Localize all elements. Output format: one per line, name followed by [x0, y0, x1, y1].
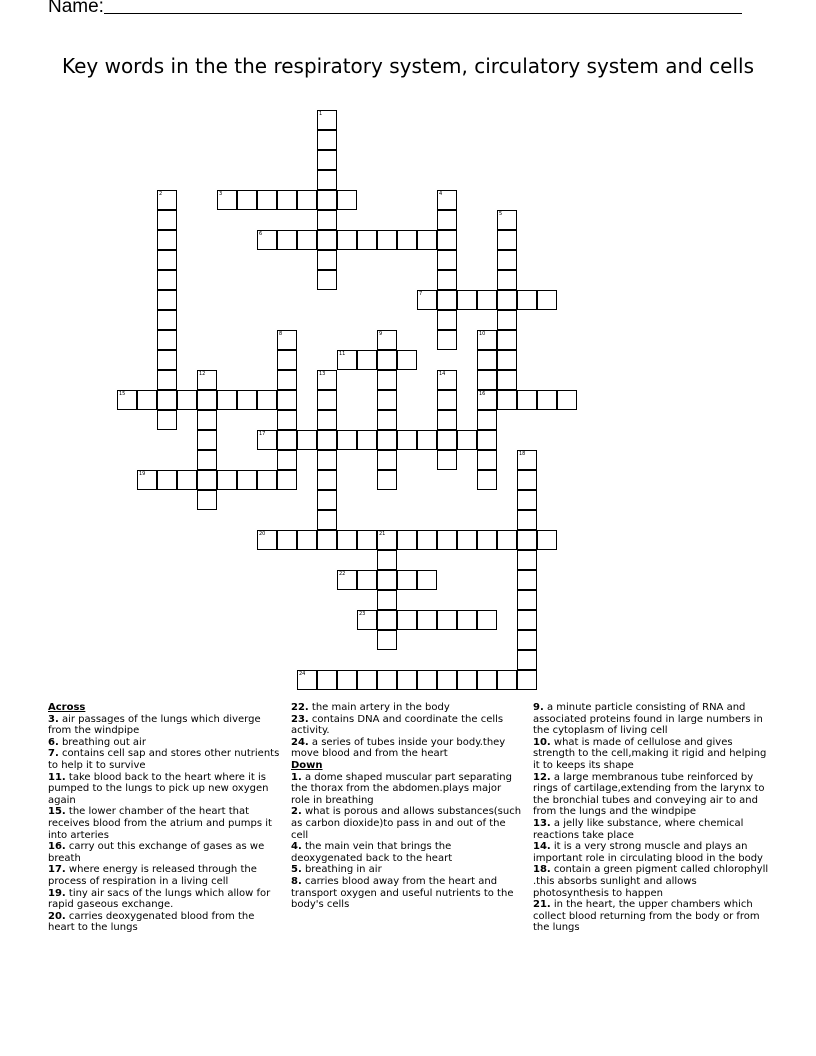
crossword-cell[interactable]	[197, 430, 217, 450]
crossword-cell[interactable]	[417, 570, 437, 590]
crossword-cell[interactable]	[157, 350, 177, 370]
crossword-cell[interactable]	[477, 450, 497, 470]
down-clue-12: 12. a large membranous tube reinforced by rings of cartilage,extending from the larynx to the bronchial tubes and conveying air to and from the lungs and the windpipe	[533, 771, 765, 818]
crossword-cell[interactable]	[277, 390, 297, 410]
crossword-cell[interactable]	[177, 390, 197, 410]
crossword-cell[interactable]	[157, 330, 177, 350]
crossword-cell[interactable]	[337, 670, 357, 690]
crossword-cell[interactable]	[317, 390, 337, 410]
across-clue-16: 16. carry out this exchange of gases as we breath	[48, 841, 265, 864]
crossword-cell[interactable]	[457, 610, 477, 630]
crossword-cell[interactable]	[517, 450, 537, 470]
crossword-cell[interactable]	[157, 310, 177, 330]
crossword-cell[interactable]	[437, 670, 457, 690]
crossword-cell[interactable]	[417, 670, 437, 690]
crossword-cell[interactable]	[237, 190, 257, 210]
down-clue-5: 5. breathing in air	[291, 864, 382, 876]
crossword-cell[interactable]	[317, 230, 337, 250]
crossword-cell[interactable]	[497, 330, 517, 350]
crossword-cell[interactable]	[277, 470, 297, 490]
clue-number: 10	[479, 331, 486, 337]
crossword-cell[interactable]	[117, 390, 137, 410]
crossword-cell[interactable]	[217, 190, 237, 210]
crossword-cell[interactable]	[377, 550, 397, 570]
crossword-cell[interactable]	[517, 630, 537, 650]
crossword-cell[interactable]	[517, 390, 537, 410]
clues-column-2	[291, 702, 523, 911]
clue-number: 14	[439, 371, 446, 377]
crossword-cell[interactable]	[157, 270, 177, 290]
crossword-cell[interactable]	[317, 110, 337, 130]
crossword-cell[interactable]	[217, 470, 237, 490]
crossword-cell[interactable]	[277, 190, 297, 210]
crossword-cell[interactable]	[497, 250, 517, 270]
crossword-cell[interactable]	[417, 610, 437, 630]
crossword-cell[interactable]	[237, 470, 257, 490]
crossword-cell[interactable]	[197, 410, 217, 430]
down-clue-18: 18. contain a green pigment called chlorophyll .this absorbs sunlight and allows photosynthesis to happen	[533, 864, 769, 899]
crossword-cell[interactable]	[417, 230, 437, 250]
crossword-cell[interactable]	[377, 230, 397, 250]
crossword-cell[interactable]	[277, 350, 297, 370]
crossword-cell[interactable]	[197, 470, 217, 490]
crossword-cell[interactable]	[277, 530, 297, 550]
crossword-cell[interactable]	[377, 470, 397, 490]
crossword-cell[interactable]	[317, 270, 337, 290]
crossword-cell[interactable]	[437, 610, 457, 630]
crossword-cell[interactable]	[317, 530, 337, 550]
down-clue-14: 14. it is a very strong muscle and plays an important role in circulating blood in the body	[533, 841, 763, 864]
across-clue-3: 3. air passages of the lungs which diverge from the windpipe	[48, 713, 261, 737]
across-clue-19: 19. tiny air sacs of the lungs which allow for rapid gaseous exchange.	[48, 887, 271, 911]
crossword-cell[interactable]	[537, 290, 557, 310]
crossword-cell[interactable]	[377, 330, 397, 350]
crossword-cell[interactable]	[337, 190, 357, 210]
crossword-cell[interactable]	[437, 190, 457, 210]
clue-number: 18	[519, 451, 526, 457]
crossword-cell[interactable]	[317, 250, 337, 270]
crossword-cell[interactable]	[457, 530, 477, 550]
crossword-cell[interactable]	[397, 570, 417, 590]
clue-number: 23	[359, 611, 366, 617]
crossword-cell[interactable]	[137, 390, 157, 410]
crossword-cell[interactable]	[217, 390, 237, 410]
crossword-cell[interactable]	[317, 490, 337, 510]
down-clue-13: 13. a jelly like substance, where chemical reactions take place	[533, 817, 744, 841]
crossword-cell[interactable]	[277, 330, 297, 350]
clue-number: 3	[219, 191, 223, 197]
crossword-cell[interactable]	[317, 410, 337, 430]
clue-number: 16	[479, 391, 486, 397]
crossword-cell[interactable]	[317, 130, 337, 150]
crossword-cell[interactable]	[317, 430, 337, 450]
across-clue-24: 24. a series of tubes inside your body.they move blood and from the heart	[291, 736, 506, 760]
crossword-cell[interactable]	[277, 230, 297, 250]
crossword-cell[interactable]	[437, 230, 457, 250]
crossword-cell[interactable]	[157, 250, 177, 270]
crossword-cell[interactable]	[497, 210, 517, 230]
crossword-cell[interactable]	[437, 390, 457, 410]
crossword-cell[interactable]	[157, 290, 177, 310]
crossword-cell[interactable]	[277, 370, 297, 390]
across-heading: Across	[48, 702, 86, 713]
crossword-cell[interactable]	[157, 230, 177, 250]
crossword-cell[interactable]	[377, 610, 397, 630]
crossword-cell[interactable]	[337, 350, 357, 370]
crossword-cell[interactable]	[517, 510, 537, 530]
crossword-cell[interactable]	[437, 370, 457, 390]
crossword-cell[interactable]	[517, 650, 537, 670]
crossword-cell[interactable]	[337, 570, 357, 590]
crossword-cell[interactable]	[477, 610, 497, 630]
crossword-cell[interactable]	[497, 310, 517, 330]
clue-number: 19	[139, 471, 146, 477]
crossword-cell[interactable]	[297, 430, 317, 450]
across-clue-15: 15. the lower chamber of the heart that receives blood from the atrium and pumps it into arteries	[48, 806, 272, 841]
crossword-cell[interactable]	[377, 590, 397, 610]
crossword-cell[interactable]	[377, 450, 397, 470]
crossword-cell[interactable]	[317, 510, 337, 530]
clue-number: 6	[259, 231, 263, 237]
crossword-cell[interactable]	[517, 530, 537, 550]
crossword-cell[interactable]	[257, 230, 277, 250]
clue-number: 8	[279, 331, 283, 337]
clues-column-3	[533, 702, 769, 934]
crossword-cell[interactable]	[317, 210, 337, 230]
crossword-cell[interactable]	[477, 290, 497, 310]
across-clue-11: 11. take blood back to the heart where it is pumped to the lungs to pick up new oxygen again	[48, 771, 269, 806]
clue-number: 5	[499, 211, 503, 217]
crossword-cell[interactable]	[397, 530, 417, 550]
crossword-cell[interactable]	[317, 150, 337, 170]
crossword-cell[interactable]	[377, 430, 397, 450]
clues-column-1	[48, 702, 280, 934]
crossword-cell[interactable]	[297, 230, 317, 250]
crossword-cell[interactable]	[197, 370, 217, 390]
down-clue-8: 8. carries blood away from the heart and transport oxygen and useful nutrients to the body's cells	[291, 875, 514, 911]
clue-number: 9	[379, 331, 383, 337]
crossword-cell[interactable]	[477, 370, 497, 390]
clue-number: 1	[319, 111, 323, 117]
crossword-cell[interactable]	[157, 410, 177, 430]
crossword-cell[interactable]	[437, 330, 457, 350]
crossword-cell[interactable]	[357, 530, 377, 550]
crossword-cell[interactable]	[437, 410, 457, 430]
down-clue-9: 9. a minute particle consisting of RNA and associated proteins found in large numbers in the cytoplasm of living cell	[533, 702, 763, 737]
crossword-cell[interactable]	[417, 430, 437, 450]
crossword-cell[interactable]	[497, 230, 517, 250]
crossword-cell[interactable]	[317, 170, 337, 190]
crossword-cell[interactable]	[557, 390, 577, 410]
crossword-cell[interactable]	[497, 270, 517, 290]
down-clue-21: 21. in the heart, the upper chambers which collect blood returning from the body or from the lungs	[533, 899, 760, 934]
crossword-cell[interactable]	[497, 290, 517, 310]
crossword-cell[interactable]	[517, 490, 537, 510]
across-clue-22: 22. the main artery in the body	[291, 702, 450, 713]
crossword-cell[interactable]	[297, 670, 317, 690]
crossword-cell[interactable]	[157, 190, 177, 210]
down-clue-1: 1. a dome shaped muscular part separating the thorax from the abdomen.plays major role in breathing	[291, 771, 512, 806]
crossword-cell[interactable]	[357, 350, 377, 370]
crossword-cell[interactable]	[497, 370, 517, 390]
crossword-cell[interactable]	[197, 390, 217, 410]
crossword-cell[interactable]	[397, 610, 417, 630]
crossword-cell[interactable]	[377, 350, 397, 370]
crossword-cell[interactable]	[377, 630, 397, 650]
crossword-cell[interactable]	[437, 210, 457, 230]
crossword-cell[interactable]	[477, 530, 497, 550]
crossword-cell[interactable]	[517, 590, 537, 610]
crossword-cell[interactable]	[537, 390, 557, 410]
crossword-cell[interactable]	[437, 530, 457, 550]
crossword-cell[interactable]	[517, 670, 537, 690]
crossword-cell[interactable]	[157, 370, 177, 390]
crossword-cell[interactable]	[297, 190, 317, 210]
crossword-cell[interactable]	[157, 390, 177, 410]
crossword-cell[interactable]	[377, 670, 397, 690]
crossword-cell[interactable]	[277, 430, 297, 450]
down-clue-2: 2. what is porous and allows substances(such as carbon dioxide)to pass in and out of the cell	[291, 806, 522, 841]
crossword-cell[interactable]	[417, 530, 437, 550]
crossword-cell[interactable]	[357, 570, 377, 590]
crossword-cell[interactable]	[317, 370, 337, 390]
crossword-cell[interactable]	[477, 470, 497, 490]
crossword-cell[interactable]	[397, 230, 417, 250]
clue-number: 2	[159, 191, 163, 197]
crossword-cell[interactable]	[337, 530, 357, 550]
crossword-cell[interactable]	[497, 350, 517, 370]
crossword-cell[interactable]	[437, 250, 457, 270]
crossword-cell[interactable]	[377, 530, 397, 550]
clue-number: 22	[339, 571, 346, 577]
crossword-cell[interactable]	[437, 270, 457, 290]
clue-number: 13	[319, 371, 326, 377]
clue-number: 4	[439, 191, 443, 197]
crossword-cell[interactable]	[477, 430, 497, 450]
crossword-cell[interactable]	[477, 350, 497, 370]
crossword-cell[interactable]	[257, 190, 277, 210]
crossword-cell[interactable]	[177, 470, 197, 490]
crossword-cell[interactable]	[357, 610, 377, 630]
crossword-cell[interactable]	[377, 570, 397, 590]
crossword-cell[interactable]	[357, 670, 377, 690]
crossword-cell[interactable]	[437, 430, 457, 450]
crossword-cell[interactable]	[197, 490, 217, 510]
crossword-cell[interactable]	[357, 430, 377, 450]
crossword-cell[interactable]	[397, 350, 417, 370]
crossword-cell[interactable]	[517, 550, 537, 570]
crossword-cell[interactable]	[337, 430, 357, 450]
crossword-cell[interactable]	[477, 390, 497, 410]
crossword-cell[interactable]	[397, 670, 417, 690]
crossword-cell[interactable]	[497, 670, 517, 690]
clue-number: 17	[259, 431, 266, 437]
crossword-cell[interactable]	[317, 670, 337, 690]
crossword-cell[interactable]	[517, 570, 537, 590]
clue-number: 24	[299, 671, 306, 677]
crossword-cell[interactable]	[497, 390, 517, 410]
crossword-cell[interactable]	[477, 410, 497, 430]
down-clue-10: 10. what is made of cellulose and gives strength to the cell,making it rigid and helping it to keeps its shape	[533, 736, 767, 771]
crossword-cell[interactable]	[497, 530, 517, 550]
across-clue-17: 17. where energy is released through the process of respiration in a living cell	[48, 864, 257, 887]
crossword-cell[interactable]	[257, 430, 277, 450]
crossword-cell[interactable]	[377, 390, 397, 410]
crossword-cell[interactable]	[437, 450, 457, 470]
clue-number: 15	[119, 391, 126, 397]
across-clue-7: 7. contains cell sap and stores other nutrients to help it to survive	[48, 748, 280, 771]
crossword-cell[interactable]	[437, 310, 457, 330]
crossword-cell[interactable]	[517, 610, 537, 630]
crossword-cell[interactable]	[317, 190, 337, 210]
clue-number: 11	[339, 351, 346, 357]
clue-number: 21	[379, 531, 386, 537]
crossword-cell[interactable]	[437, 290, 457, 310]
crossword-cell[interactable]	[477, 330, 497, 350]
across-clue-6: 6. breathing out air	[48, 736, 146, 748]
crossword-cell[interactable]	[317, 450, 337, 470]
name-label: Name:	[48, 0, 104, 17]
crossword-cell[interactable]	[257, 470, 277, 490]
crossword-cell[interactable]	[457, 670, 477, 690]
clue-number: 12	[199, 371, 206, 377]
crossword-cell[interactable]	[157, 210, 177, 230]
crossword-cell[interactable]	[277, 450, 297, 470]
crossword-cell[interactable]	[357, 230, 377, 250]
crossword-cell[interactable]	[197, 450, 217, 470]
crossword-cell[interactable]	[377, 370, 397, 390]
across-clue-20: 20. carries deoxygenated blood from the heart to the lungs	[48, 910, 255, 934]
crossword-cell[interactable]	[517, 470, 537, 490]
crossword-cell[interactable]	[457, 290, 477, 310]
crossword-cell[interactable]	[417, 290, 437, 310]
crossword-cell[interactable]	[537, 530, 557, 550]
crossword-cell[interactable]	[257, 390, 277, 410]
crossword-cell[interactable]	[237, 390, 257, 410]
clue-number: 20	[259, 531, 266, 537]
crossword-cell[interactable]	[477, 670, 497, 690]
across-clue-23: 23. contains DNA and coordinate the cells activity.	[291, 713, 504, 737]
crossword-cell[interactable]	[257, 530, 277, 550]
crossword-cell[interactable]	[157, 470, 177, 490]
crossword-cell[interactable]	[297, 530, 317, 550]
crossword-cell[interactable]	[337, 230, 357, 250]
down-clue-4: 4. the main vein that brings the deoxygenated back to the heart	[291, 841, 453, 864]
page-title: Key words in the the respiratory system, circulatory system and cells	[61, 54, 755, 78]
clue-number: 7	[419, 291, 423, 297]
crossword-cell[interactable]	[397, 430, 417, 450]
crossword-cell[interactable]	[457, 430, 477, 450]
down-heading: Down	[291, 759, 323, 771]
crossword-cell[interactable]	[317, 470, 337, 490]
crossword-cell[interactable]	[277, 410, 297, 430]
crossword-cell[interactable]	[377, 410, 397, 430]
crossword-cell[interactable]	[517, 290, 537, 310]
crossword-cell[interactable]	[137, 470, 157, 490]
